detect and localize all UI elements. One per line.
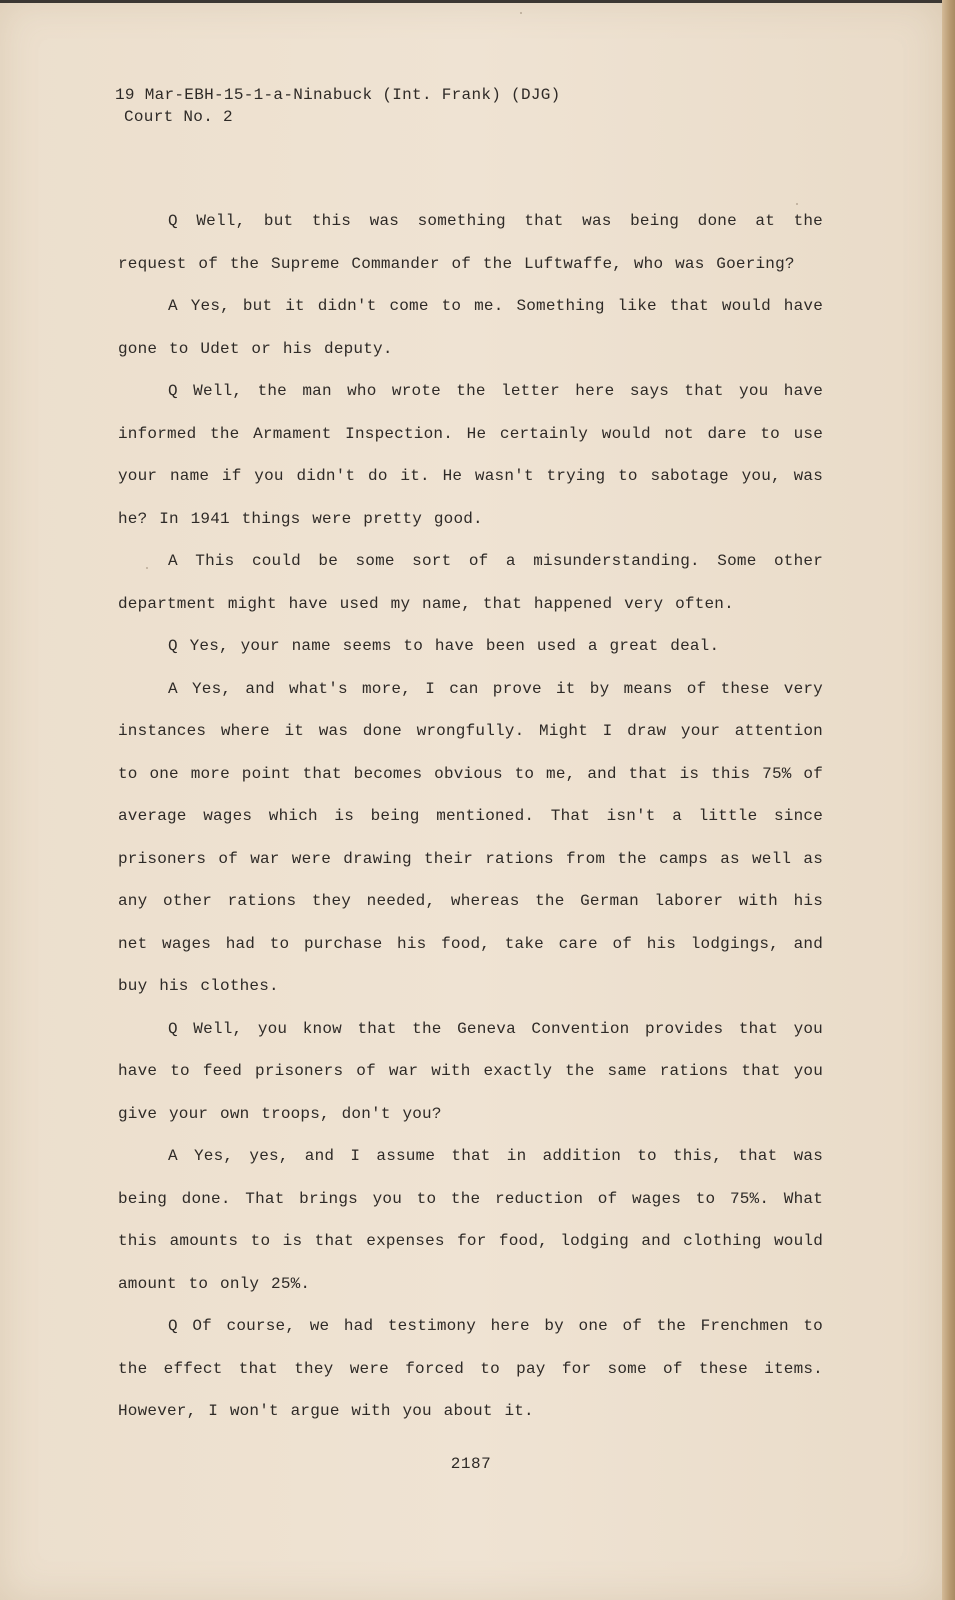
transcript-paragraph: A Yes, and what's more, I can prove it by means of these very instances where it was done wrongfully. Might I draw your attention to one more point that becomes obvious to me, and that is this 75% of average wages which is being mentioned. That isn't a little since prisoners of war were drawing their rations from the camps as well as any other rations they needed, whereas the German laborer with his net wages had to purchase his food, take care of his lodgings, and buy his clothes.	[118, 679, 823, 995]
transcript-body	[118, 200, 823, 1433]
transcript-paragraph: A Yes, yes, and I assume that in addition to this, that was being done. That brings you to the reduction of wages to 75%. What this amounts to is that expenses for food, lodging and clothing would amount to only 25%.	[118, 1147, 823, 1293]
page-top-edge	[0, 0, 942, 3]
transcript-paragraph: Q Well, the man who wrote the letter here says that you have informed the Armament Inspection. He certainly would not dare to use your name if you didn't do it. He wasn't trying to sabotage you, was he? In 1941 things were pretty good.	[118, 382, 823, 528]
header-line-1: 19 Mar-EBH-15-1-a-Ninabuck (Int. Frank) (DJG)	[115, 86, 561, 104]
transcript-paragraph: Q Well, but this was something that was being done at the request of the Supreme Commander of the Luftwaffe, who was Goering?	[118, 212, 823, 273]
header-line-2: Court No. 2	[124, 108, 233, 126]
paper-speck	[520, 12, 522, 14]
document-header	[115, 84, 561, 128]
paper-speck	[796, 203, 798, 205]
transcript-paragraph: Q Well, you know that the Geneva Convention provides that you have to feed prisoners of war with exactly the same rations that you give your own troops, don't you?	[118, 1019, 823, 1123]
paper-speck	[146, 567, 148, 569]
transcript-paragraph: A Yes, but it didn't come to me. Something like that would have gone to Udet or his deputy.	[118, 297, 823, 358]
transcript-paragraph: Q Of course, we had testimony here by one of the Frenchmen to the effect that they were forced to pay for some of these items. However, I won't argue with you about it.	[118, 1317, 823, 1420]
page-number: 2187	[450, 1455, 492, 1473]
page-right-edge	[942, 0, 955, 1600]
transcript-paragraph: Q Yes, your name seems to have been used a great deal.	[168, 637, 720, 655]
transcript-paragraph: A This could be some sort of a misunderstanding. Some other department might have used my name, that happened very often.	[118, 552, 823, 613]
